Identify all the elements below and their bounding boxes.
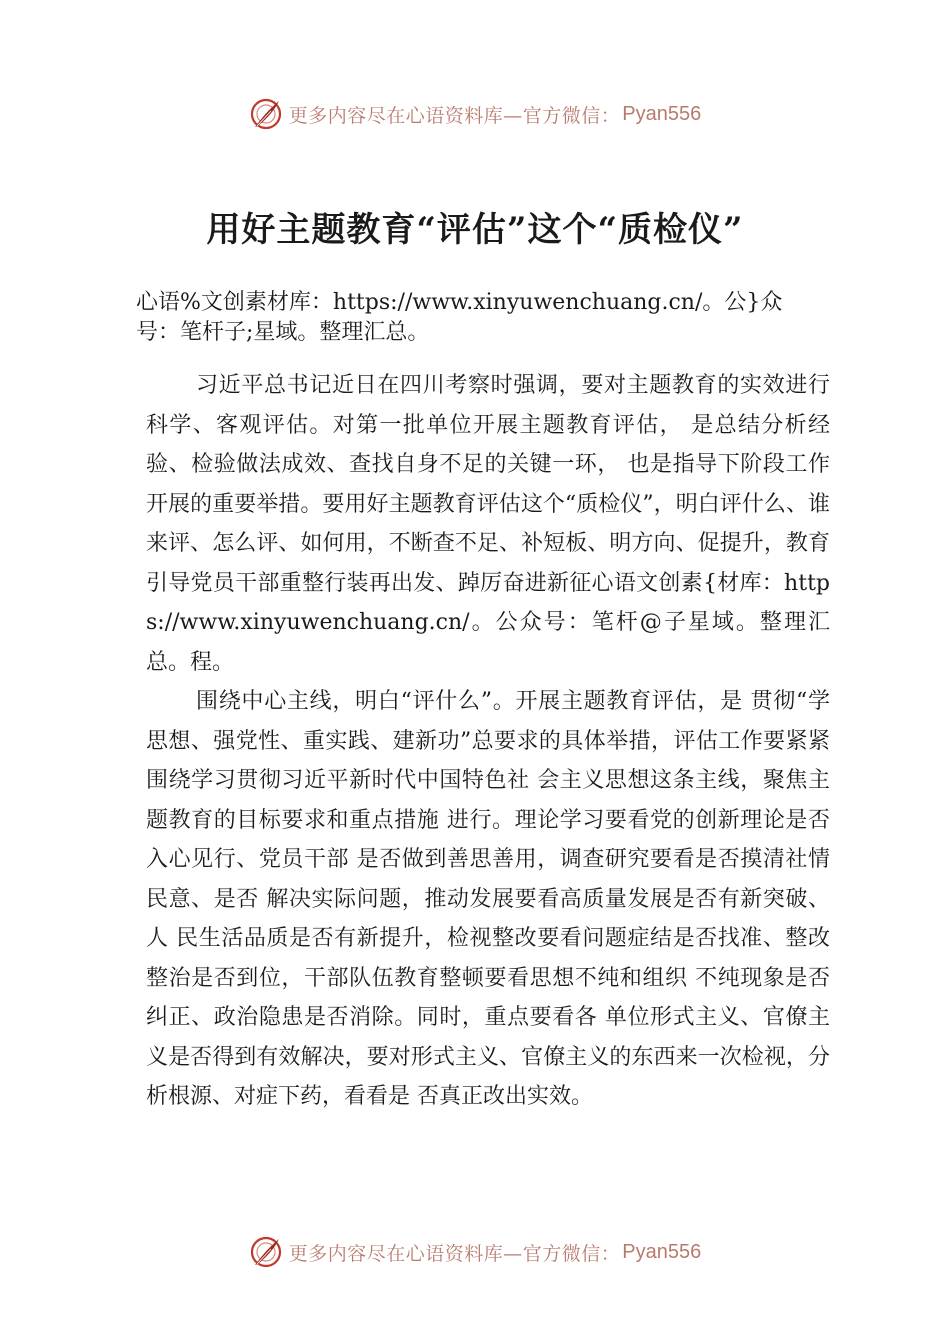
quill-seal-logo-icon bbox=[249, 97, 283, 131]
footer-banner bbox=[0, 1232, 950, 1272]
wechat-id: Pyan556 bbox=[622, 102, 702, 125]
paragraph-1: 习近平总书记近日在四川考察时强调，要对主题教育的实效进行科学、客观评估。对第一批单位开展主题教育评估， 是总结分析经验、检验做法成效、查找自身不足的关键一环， 也是指导下阶段工作开展的重要举措。要用好主题教育评估这个“质检仪”，明白评什么、谁来评、怎么评、如何用，不断查不足、补短板、明方向、促提升，教育引导党员干部重整行装再出发、踔厉奋进新征心语文创素{材库：https://www.xinyuwenchuang.cn/。公众号：笔杆@子星域。整理汇总。程。 bbox=[146, 373, 830, 675]
banner-text: 更多内容尽在心语资料库—官方微信： bbox=[288, 1242, 621, 1265]
quill-seal-logo-icon bbox=[249, 1235, 283, 1269]
header-banner bbox=[0, 94, 950, 134]
article-body bbox=[146, 366, 830, 1117]
source-note: 心语%文创素材库：https://www.xinyuwenchuang.cn/。公}众号：笔杆子;星域。整理汇总。 bbox=[136, 290, 783, 345]
banner-text: 更多内容尽在心语资料库—官方微信： bbox=[288, 104, 621, 127]
paragraph-2: 围绕中心主线，明白“评什么”。开展主题教育评估，是 贯彻“学思想、强党性、重实践、建新功”总要求的具体举措，评估工作要紧紧围绕学习贯彻习近平新时代中国特色社 会主义思想这条主线，聚焦主题教育的目标要求和重点措施 进行。理论学习要看党的创新理论是否入心见行、党员干部 是否做到善思善用，调查研究要看是否摸清社情民意、是否 解决实际问题，推动发展要看高质量发展是否有新突破、人 民生活品质是否有新提升，检视整改要看问题症结是否找准、整改整治是否到位，干部队伍教育整顿要看思想不纯和组织 不纯现象是否纠正、政治隐患是否消除。同时，重点要看各 单位形式主义、官僚主义是否得到有效解决，要对形式主义、官僚主义的东西来一次检视，分析根源、对症下药，看看是 否真正改出实效。 bbox=[146, 689, 830, 1109]
wechat-id: Pyan556 bbox=[622, 1240, 702, 1263]
page-title: 用好主题教育“评估”这个“质检仪” bbox=[206, 210, 744, 250]
